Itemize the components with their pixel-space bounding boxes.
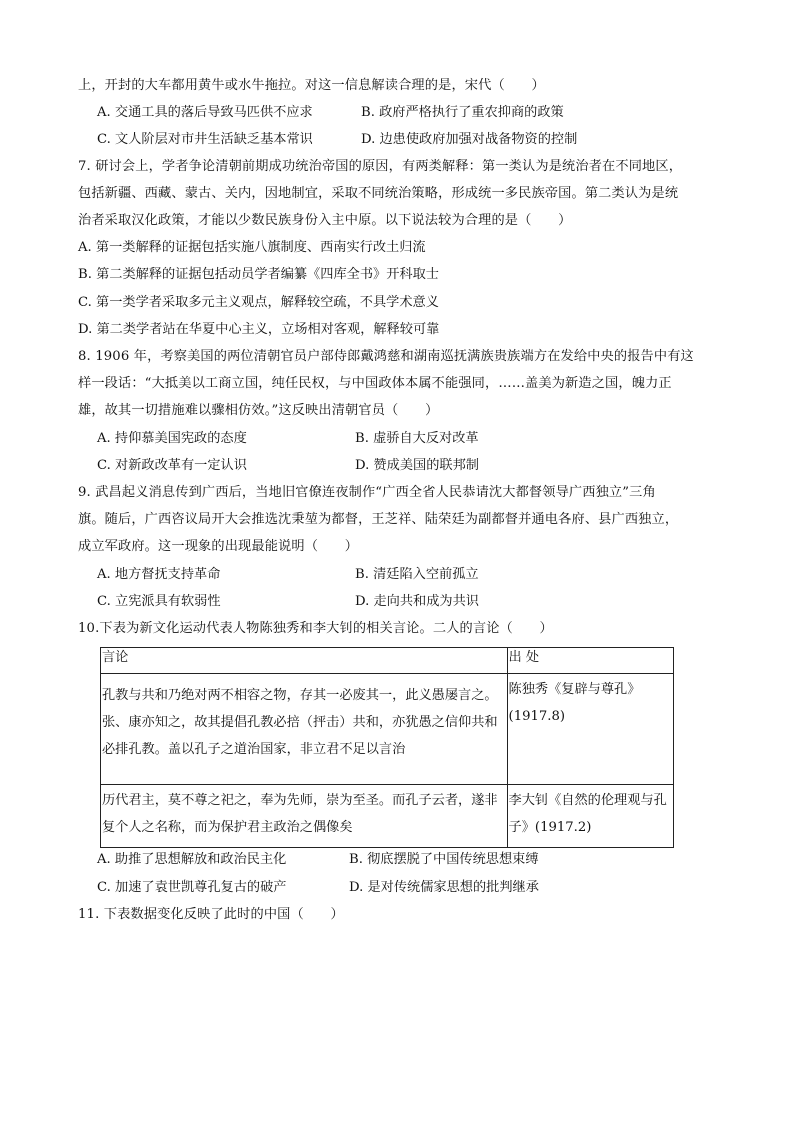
table-header-quote: 言论 bbox=[101, 648, 508, 674]
q6-option-d: D. 边患使政府加强对战备物资的控制 bbox=[361, 132, 578, 147]
q10-option-d: D. 是对传统儒家思想的批判继承 bbox=[349, 880, 539, 895]
q8-stem-line-3: 雄，故其一切措施难以骤相仿效。”这反映出清朝官员（ ） bbox=[78, 403, 439, 418]
q6-option-c: C. 文人阶层对市井生活缺乏基本常识 bbox=[97, 132, 313, 147]
table-cell-source bbox=[507, 785, 673, 848]
quote-text: 孔教与共和乃绝对两不相容之物，存其一必废其一，此义愚屡言之。张、康亦知之，故其提倡孔教必掊（抨击）共和，亦犹愚之信仰共和必排孔教。盖以孔子之道治国家，非立君不足以言治 bbox=[102, 688, 498, 757]
q7-stem-line-3: 治者采取汉化政策，才能以少数民族身份入主中原。以下说法较为合理的是（ ） bbox=[78, 213, 572, 228]
source-text: 陈独秀《复辟与尊孔》(1917.8) bbox=[508, 682, 641, 724]
q9-stem-line-3: 成立军政府。这一现象的出现最能说明（ ） bbox=[78, 539, 359, 554]
table-cell-quote bbox=[101, 674, 508, 785]
q9-stem-line-1: 9. 武昌起义消息传到广西后，当地旧官僚连夜制作“广西全省人民恭请沈大都督领导广西独立”三角 bbox=[78, 485, 656, 500]
table-header-row bbox=[101, 648, 674, 674]
quotes-table bbox=[100, 647, 674, 848]
q11-stem: 11. 下表数据变化反映了此时的中国（ ） bbox=[78, 907, 344, 922]
q8-stem-line-1: 8. 1906 年，考察美国的两位清朝官员户部侍郎戴鸿慈和湖南巡抚满族贵族端方在发给中央的报告中有这 bbox=[78, 349, 694, 364]
q9-option-a: A. 地方督抚支持革命 bbox=[97, 567, 221, 582]
q7-option-c: C. 第一类学者采取多元主义观点，解释较空疏，不具学术意义 bbox=[78, 295, 439, 310]
q10-option-a: A. 助推了思想解放和政治民主化 bbox=[97, 852, 287, 867]
table-cell-quote bbox=[101, 785, 508, 848]
table-row bbox=[101, 674, 674, 785]
q8-option-b: B. 虚骄自大反对改革 bbox=[355, 431, 479, 446]
q10-option-c: C. 加速了袁世凯尊孔复古的破产 bbox=[97, 880, 287, 895]
q8-option-c: C. 对新政改革有一定认识 bbox=[97, 458, 247, 473]
table-header-source: 出 处 bbox=[507, 648, 673, 674]
q9-option-d: D. 走向共和成为共识 bbox=[355, 594, 479, 609]
table-cell-source bbox=[507, 674, 673, 785]
q7-option-b: B. 第二类解释的证据包括动员学者编纂《四库全书》开科取士 bbox=[78, 267, 439, 282]
table-row bbox=[101, 785, 674, 848]
q10-option-b: B. 彻底摆脱了中国传统思想束缚 bbox=[349, 852, 539, 867]
q6-option-a: A. 交通工具的落后导致马匹供不应求 bbox=[97, 105, 313, 120]
q9-stem-line-2: 旗。随后，广西咨议局开大会推选沈秉堃为都督，王芝祥、陆荣廷为副都督并通电各府、县广西独立， bbox=[78, 512, 679, 527]
q7-option-d: D. 第二类学者站在华夏中心主义，立场相对客观，解释较可靠 bbox=[78, 322, 440, 337]
q8-stem-line-2: 样一段话：“大抵美以工商立国，纯任民权，与中国政体本属不能强同，……盖美为新造之国，魄力正 bbox=[78, 376, 672, 391]
q7-option-a: A. 第一类解释的证据包括实施八旗制度、西南实行改土归流 bbox=[78, 240, 426, 255]
q6-stem-tail: 上，开封的大车都用黄牛或水牛拖拉。对这一信息解读合理的是，宋代（ ） bbox=[78, 78, 545, 93]
q8-option-a: A. 持仰慕美国宪政的态度 bbox=[97, 431, 247, 446]
quote-text: 历代君主，莫不尊之祀之，奉为先师，崇为至圣。而孔子云者，遂非复个人之名称，而为保护君主政治之偶像矣 bbox=[102, 793, 498, 835]
q9-option-c: C. 立宪派具有软弱性 bbox=[97, 594, 221, 609]
q7-stem-line-1: 7. 研讨会上，学者争论清朝前期成功统治帝国的原因，有两类解释：第一类认为是统治者在不同地区， bbox=[78, 159, 683, 174]
q10-stem: 10.下表为新文化运动代表人物陈独秀和李大钊的相关言论。二人的言论（ ） bbox=[78, 621, 553, 636]
q9-option-b: B. 清廷陷入空前孤立 bbox=[355, 567, 479, 582]
q7-stem-line-2: 包括新疆、西藏、蒙古、关内，因地制宜，采取不同统治策略，形成统一多民族帝国。第二类认为是统 bbox=[78, 186, 679, 201]
q6-option-b: B. 政府严格执行了重农抑商的政策 bbox=[361, 105, 564, 120]
q8-option-d: D. 赞成美国的联邦制 bbox=[355, 458, 479, 473]
source-text: 李大钊《自然的伦理观与孔子》(1917.2) bbox=[508, 793, 667, 835]
